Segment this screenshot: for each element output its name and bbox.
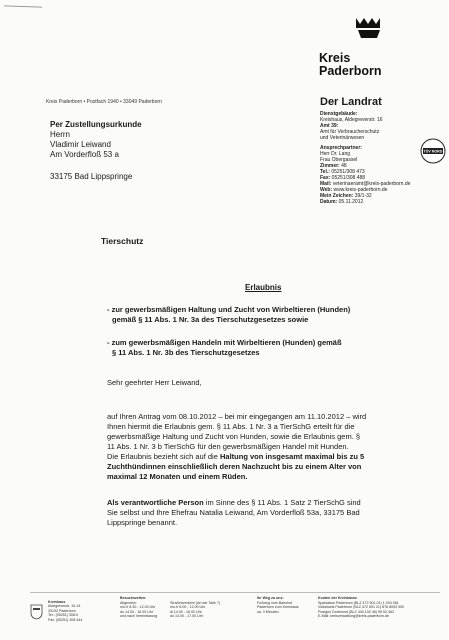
p2-line-2: Sie selbst und Ihre Ehefrau Natalia Leiwand, Am Vorderfloß 53a, 33175 Bad [107,508,360,517]
footer-col4-line: Paderborn zum Kreishaus [257,605,299,610]
footer-col2-line: do 14.00 - 16.00 Uhr [120,609,153,614]
permit-item-2-line-1: - zum gewerbsmäßigen Handeln mit Wirbeltieren (Hunden) gemäß [107,338,342,347]
footer-col2-line: und nach Vereinbarung [120,614,158,619]
p1-line-6: Zuchthündinnen einschließlich deren Nachzucht bis zu einem Alter von [107,462,362,471]
recipient-name: Vladimir Leiwand [50,140,111,149]
scan-mark [4,5,42,7]
info-dienstgebaeude-value: Kreishaus, Aldegreverstr. 16 [320,117,383,123]
footer-accounts-text [318,601,404,619]
footer-directions-heading: Ihr Weg zu uns: [257,596,284,600]
info-contact-label: Ansprechpartner: [320,145,362,151]
permit-item-2 [107,338,342,358]
footer-directions-text [257,601,299,614]
info-fax: Fax: 05251/308 488 [320,175,366,181]
footer-accounts-heading: Konten der Kreiskasse [318,596,357,600]
footer-col3-line: di 14.00 - 16.00 Uhr [170,609,202,614]
info-mail: Mail: veterinaeramt@kreis-paderborn.de [320,181,411,187]
tuv-badge-text: TÜV NORD [423,149,443,154]
brand-line-1: Kreis [319,51,351,65]
p1-line-4: 11 Abs. 1 Nr. 3 b TierSchG für den gewerbsmäßigen Handel mit Hunden. [107,442,349,451]
footer-col3-line: do 14.00 - 17.00 Uhr [170,614,203,619]
coat-of-arms-icon [30,604,43,620]
p1-line-5: Die Erlaubnis bezieht sich auf die Haltung von insgesamt maximal bis zu 5 [107,452,365,461]
footer-col3-line: mo-fr 8.00 - 12.00 Uhr [170,605,206,610]
footer-col1-line: 33102 Paderborn [48,608,76,613]
footer-directions [257,596,284,600]
paragraph-1 [107,412,447,482]
footer-accounts [318,596,357,600]
footer-hours-traffic [170,601,220,619]
footer-col5-line: Volksbank Paderborn (BLZ 472 601 21) 876 8000 000 [318,605,405,610]
permit-item-1-line-2: gemäß § 11 Abs. 1 Nr. 3a des Tierschutzgesetzes sowie [112,315,309,324]
delivery-note: Per Zustellungsurkunde [50,120,142,129]
footer-separator [30,592,440,593]
p1-line-3: gewerbsmäßige Haltung und Zucht von Hunden, sowie die Erlaubnis gem. § [107,432,361,441]
info-contact-name: Herr Dr. Lang [320,151,351,157]
footer-col3-line: Straßenverkehr (An der Talle 7) [170,601,221,605]
footer-address [48,600,82,622]
footer-col4-line: ca. 3 Minuten [257,609,279,614]
brand-line-2: Paderborn [319,64,382,78]
info-amt-line1: Amt für Verbraucherschutz [320,129,380,135]
footer-col1-line: Aldegreverstr. 10-14 [48,604,81,609]
permit-item-1-line-1: - zur gewerbsmäßigen Haltung und Zucht von Wirbeltieren (Hunden) [107,305,351,314]
authority-title: Der Landrat [320,96,382,108]
subject-line: Tierschutz [101,236,144,246]
tuv-certification-badge [420,138,446,164]
recipient-street: Am Vorderfloß 53 a [50,150,119,159]
info-dienstgebaeude-label: Dienstgebäude: [320,111,358,117]
permit-item-2-line-2: § 11 Abs. 1 Nr. 3b des Tierschutzgesetzes [112,348,260,357]
p2-line-3: Lippspringe benannt. [107,518,178,527]
recipient-city: 33175 Bad Lippspringe [50,172,133,181]
info-web: Web: www.kreis-paderborn.de [320,187,388,193]
footer-col1-line: Fax: (05251) 308 444 [48,617,83,622]
footer-col5-line: Postgiro Dortmund (BLZ 440 100 46) 95 92-462 [318,609,395,614]
p1-line-1: auf Ihren Antrag vom 08.10.2012 – bei mir eingegangen am 11.10.2012 – wird [107,412,367,421]
info-datum: Datum: 05.11.2012 [320,199,364,205]
p1-line-2: Ihnen hiermit die Erlaubnis gem. § 11 Abs. 1 Nr. 3 a TierSchG erteilt für die [107,422,355,431]
info-amt-label: Amt 39: [320,123,339,129]
footer-col1-line: Tel.: (05251) 308-0 [48,613,79,618]
info-tel: Tel.: 05251/308 473 [320,169,365,175]
info-zeichen: Mein Zeichen: 39/1-32 [320,193,372,199]
permit-item-1 [107,305,350,325]
document-title: Erlaubnis [245,283,282,292]
sender-line: Kreis Paderborn • Postfach 1940 • 33049 Paderborn [46,99,162,105]
footer-col5-line: E-Mail: kreisverwaltung@kreis-paderborn.de [318,614,389,619]
recipient-salutation: Herrn [50,130,71,139]
p1-line-7: maximal 12 Monaten und einem Rüden. [107,472,248,481]
info-amt-line2: und Veterinärwesen [320,135,365,141]
footer-hours-heading: Besuchszeiten: [120,596,147,600]
footer-col2-line: mo-fr 8.30 - 12.00 Uhr [120,605,156,610]
footer-col4-line: Fußweg vom Bahnhof [257,601,293,605]
footer-hours-general [120,601,157,619]
footer-col1-line: Kreishaus [48,600,66,604]
footer-col2-line: Allgemein: [120,601,137,605]
paragraph-2 [107,498,447,528]
p2-line-1: Als verantwortliche Person im Sinne des § 11 Abs. 1 Satz 2 TierSchG sind [107,498,361,507]
greeting: Sehr geehrter Herr Leiwand, [107,378,202,387]
info-zimmer: Zimmer: 48 [320,163,347,169]
footer-hours [120,596,146,600]
info-contact-dept: Frau Obergassel [320,157,358,163]
footer-col5-line: Sparkasse Paderborn (BLZ 472 501 01) 1 034 081 [318,601,399,605]
